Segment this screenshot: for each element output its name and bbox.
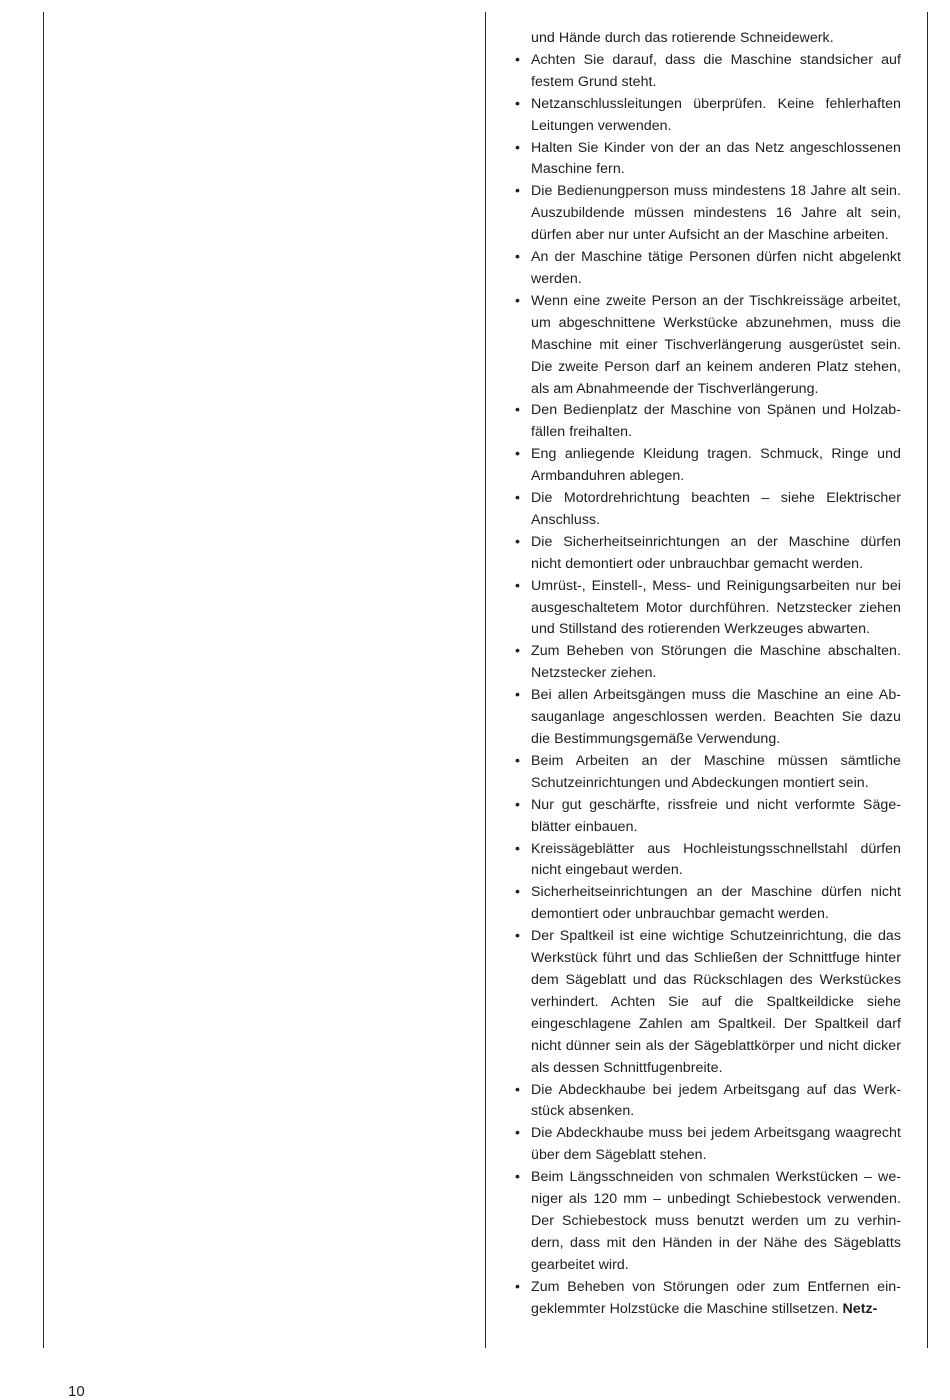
list-item: • Wenn eine zweite Person an der Tischkreissäge arbeitet, um abgeschnittene Werkstücke abzunehmen, muss die Maschine mit einer Tischverlängerung ausgerüstet sein. Die zweite Person darf an keinem anderen Platz stehen, als am Abnahmeende der Tischverlängerung. [515, 291, 901, 401]
page-number: 10 [68, 1383, 85, 1400]
list-item: • An der Maschine tätige Personen dürfen nicht abgelenkt werden. [515, 247, 901, 291]
list-item: • Die Motordrehrichtung beachten – siehe Elektrischer Anschluss. [515, 488, 901, 532]
continued-text: und Hände durch das rotierende Schneidewerk. [531, 30, 834, 46]
list-item: • Die Sicherheitseinrichtungen an der Maschine dürfen nicht demontiert oder unbrauchbar gemacht werden. [515, 532, 901, 576]
list-item: • Die Abdeckhaube bei jedem Arbeitsgang auf das Werkstück absenken. [515, 1080, 901, 1124]
list-item: • Sicherheitseinrichtungen an der Maschine dürfen nicht demontiert oder unbrauchbar gemacht werden. [515, 882, 901, 926]
list-item: • Kreissägeblätter aus Hochleistungsschnellstahl dürfen nicht eingebaut werden. [515, 839, 901, 883]
list-item: • Bei allen Arbeitsgängen muss die Maschine an eine Absauganlage angeschlossen werden. Beachten Sie dazu die Bestimmungsgemäße Verwendung. [515, 685, 901, 751]
list-item: • Beim Längsschneiden von schmalen Werkstücken – weniger als 120 mm – unbedingt Schiebestock verwenden. Der Schiebestock muss benutzt werden um zu verhindern, dass mit den Händen in der Nähe des Sägeblatts gearbeitet wird. [515, 1167, 901, 1277]
list-item: • Nur gut geschärfte, rissfreie und nicht verformte Sägeblätter einbauen. [515, 795, 901, 839]
list-item: • Den Bedienplatz der Maschine von Spänen und Holzabfällen freihalten. [515, 400, 901, 444]
last-item-bold-text: Netz- [842, 1300, 878, 1317]
list-item: • Halten Sie Kinder von der an das Netz angeschlossenen Maschine fern. [515, 138, 901, 182]
list-item: • Achten Sie darauf, dass die Maschine standsicher auf festem Grund steht. [515, 50, 901, 94]
last-item-text: Zum Beheben von Störungen oder zum Entfernen eingeklemmter Holzstücke die Maschine stillsetzen. [531, 1278, 901, 1317]
safety-bullet-list [515, 50, 901, 1321]
list-item: • Der Spaltkeil ist eine wichtige Schutzeinrichtung, die das Werkstück führt und das Schließen der Schnittfuge hinter dem Sägeblatt und das Rückschlagen des Werkstückes verhindert. Achten Sie auf die Spaltkeildicke siehe eingeschlagene Zahlen am Spaltkeil. Der Spaltkeil darf nicht dünner sein als der Sägeblattkörper und nicht dicker als dessen Schnittfugenbreite. [515, 926, 901, 1079]
left-margin-rule [43, 12, 44, 1348]
safety-instructions-column [515, 28, 901, 1320]
list-item: • Die Bedienungperson muss mindestens 18 Jahre alt sein. Auszubildende müssen mindestens 16 Jahre alt sein, dürfen aber nur unter Aufsicht an der Maschine arbeiten. [515, 181, 901, 247]
column-divider-rule [485, 12, 486, 1348]
list-item: • Beim Arbeiten an der Maschine müssen sämtliche Schutzeinrichtungen und Abdeckungen montiert sein. [515, 751, 901, 795]
list-item-last [515, 1277, 901, 1321]
list-item: • Die Abdeckhaube muss bei jedem Arbeitsgang waagrecht über dem Sägeblatt stehen. [515, 1123, 901, 1167]
right-margin-rule [927, 12, 928, 1348]
list-item: • Netzanschlussleitungen überprüfen. Keine fehlerhaften Leitungen verwenden. [515, 94, 901, 138]
list-item: • Zum Beheben von Störungen die Maschine abschalten. Netzstecker ziehen. [515, 641, 901, 685]
list-item: • Eng anliegende Kleidung tragen. Schmuck, Ringe und Armbanduhren ablegen. [515, 444, 901, 488]
list-item: • Umrüst-, Einstell-, Mess- und Reinigungsarbeiten nur bei ausgeschaltetem Motor durchführen. Netzstecker ziehen und Stillstand des rotierenden Werkzeuges abwarten. [515, 576, 901, 642]
